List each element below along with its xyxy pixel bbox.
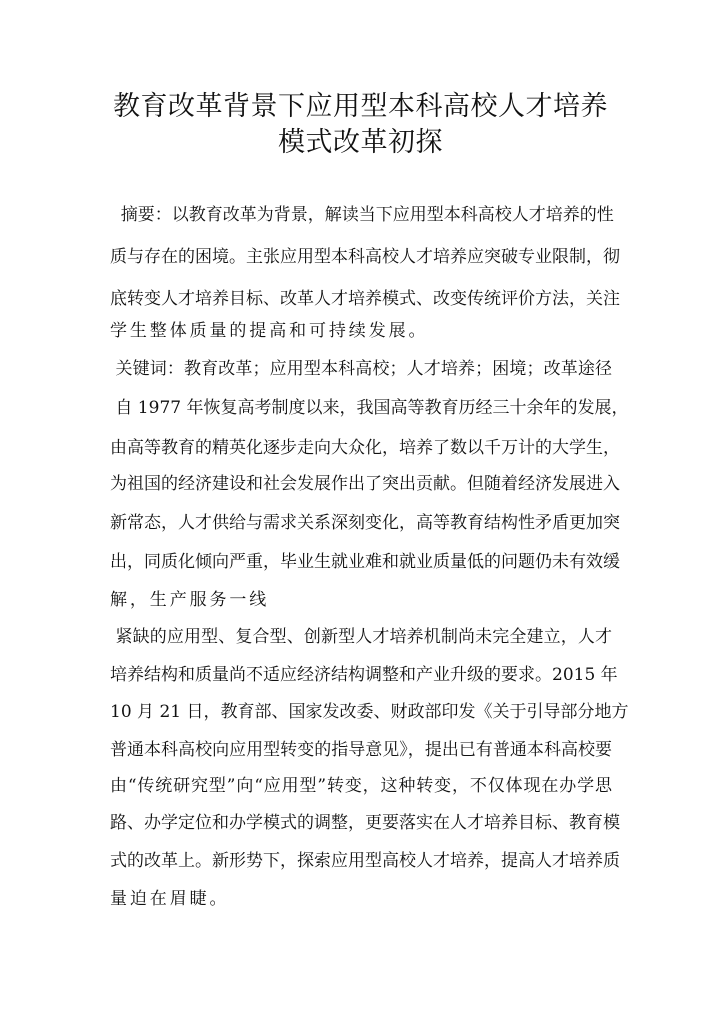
- body-line: 紧缺的应用型、复合型、创新型人才培养机制尚未完全建立，人才: [110, 627, 612, 647]
- body-line: 10 月 21 日，教育部、国家发改委、财政部印发《关于引导部分地方: [110, 702, 629, 722]
- document-title-line-2: 模式改革初探: [278, 127, 443, 158]
- abstract-line: 底转变人才培养目标、改革人才培养模式、改变传统评价方法，关注: [110, 289, 620, 309]
- body-line: 量迫在眉睫。: [110, 889, 230, 909]
- keywords-line: 关键词：教育改革；应用型本科高校；人才培养；困境；改革途径: [110, 359, 612, 379]
- abstract-line: 学生整体质量的提高和可持续发展。: [110, 321, 429, 341]
- abstract-line: 摘要：以教育改革为背景，解读当下应用型本科高校人才培养的性: [110, 205, 614, 225]
- body-line: 路、办学定位和办学模式的调整，更要落实在人才培养目标、教育模: [110, 813, 620, 833]
- body-line: 式的改革上。新形势下，探索应用型高校人才培养，提高人才培养质: [110, 851, 620, 871]
- body-line: 由“传统研究型”向“应用型”转变，这种转变，不仅体现在办学思: [110, 776, 612, 796]
- body-line: 新常态，人才供给与需求关系深刻变化，高等教育结构性矛盾更加突: [110, 513, 620, 533]
- body-line: 自 1977 年恢复高考制度以来，我国高等教育历经三十余年的发展，: [110, 398, 629, 418]
- body-line: 普通本科高校向应用型转变的指导意见》，提出已有普通本科高校要: [110, 740, 612, 760]
- body-line: 为祖国的经济建设和社会发展作出了突出贡献。但随着经济发展进入: [110, 474, 620, 494]
- document-title-line-1: 教育改革背景下应用型本科高校人才培养: [113, 91, 608, 122]
- body-line: 出，同质化倾向严重，毕业生就业难和就业质量低的问题仍未有效缓: [110, 552, 620, 572]
- body-line: 解，生产服务一线: [110, 590, 270, 610]
- body-line: 培养结构和质量尚不适应经济结构调整和产业升级的要求。2015 年: [110, 665, 618, 685]
- body-line: 由高等教育的精英化逐步走向大众化，培养了数以千万计的大学生，: [110, 438, 620, 458]
- abstract-line: 质与存在的困境。主张应用型本科高校人才培养应突破专业限制，彻: [110, 247, 620, 267]
